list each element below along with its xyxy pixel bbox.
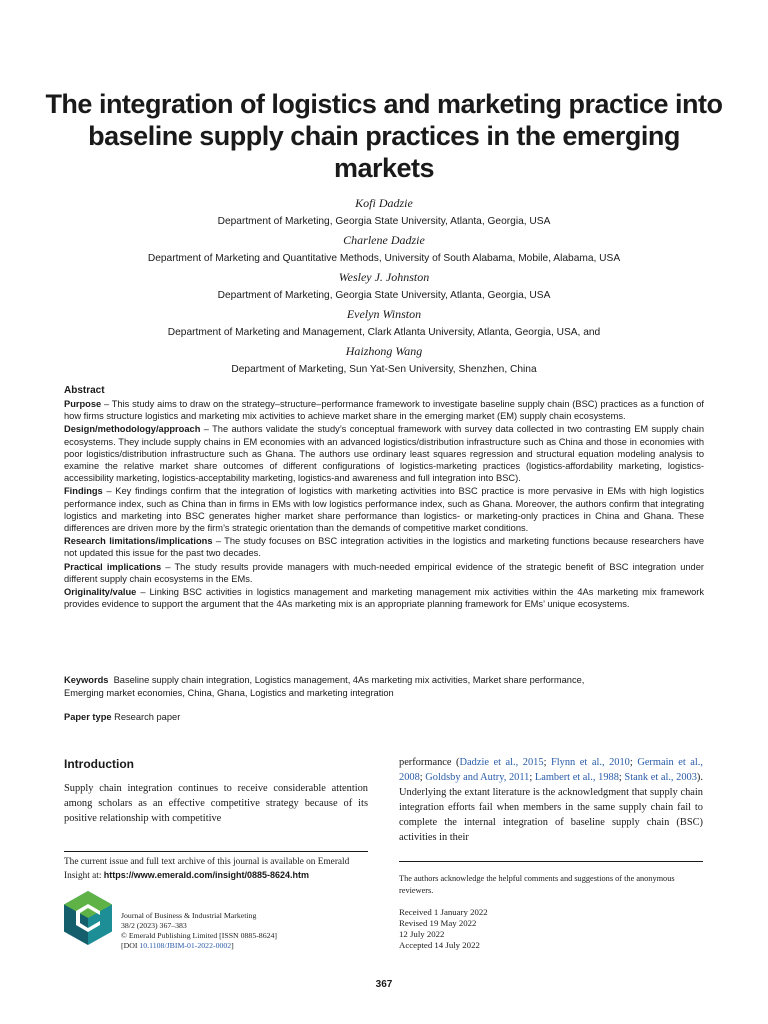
doi-link[interactable]: 10.1108/JBIM-01-2022-0002 xyxy=(139,941,232,950)
section-text: – This study aims to draw on the strategy–structure–performance framework to investigate baseline supply chain (BSC) practices as a function of how firms structure logistics and marketing mix activities to achieve market share in the emerging market (EM) supply chain ecosystems. xyxy=(64,399,704,422)
section-text: – The authors validate the study’s conceptual framework with survey data collected in two contrasting EM supply chain ecosystems. They include supply chains in EM economies with an advanced logistics/distribution infrastructure such as China and those in economies with poor logistics/distribution infrastructure such as Ghana. The authors use ordinary least squares regression and structural equation modeling analysis to examine the relative market share outcomes of different configurations of logistics-marketing practices (logistics-affordability marketing, logistics-accessibility marketing, logistics-acceptability marketing, logistics-and awareness and full integration into BSC). xyxy=(64,424,704,484)
publication-dates xyxy=(399,907,703,951)
section-label: Purpose xyxy=(64,399,102,409)
section-label: Findings xyxy=(64,486,103,497)
section-label: Design/methodology/approach xyxy=(64,424,201,435)
abstract-findings xyxy=(64,485,704,534)
section-text: – Linking BSC activities in logistics management and marketing management mix activities within the 4As marketing mix framework provides evidence to support the argument that the 4As marketing mix is an appropriate planning framework for EMs’ unique ecosystems. xyxy=(64,587,704,610)
abstract-purpose xyxy=(64,398,704,422)
section-label: Originality/value xyxy=(64,587,137,598)
author-name: Charlene Dadzie xyxy=(343,233,425,247)
acknowledgment: The authors acknowledge the helpful comments and suggestions of the anonymous reviewers. xyxy=(399,874,675,895)
abstract-design xyxy=(64,423,704,484)
citation-link[interactable]: Lambert et al., 1988 xyxy=(534,772,619,783)
date-revised-2: 12 July 2022 xyxy=(399,929,445,939)
author-affiliation: Department of Marketing, Sun Yat-Sen University, Shenzhen, China xyxy=(231,364,537,375)
section-text: – The study results provide managers with much-needed empirical evidence of the strategic benefit of BSC integration under different supply chain ecosystems in the EMs. xyxy=(64,561,704,584)
introduction-left-column: Supply chain integration continues to receive considerable attention among scholars as an effective competitive strategy because of its positive relationship with competitive xyxy=(64,783,368,824)
abstract xyxy=(64,384,704,611)
keywords-line-1: Baseline supply chain integration, Logistics management, 4As marketing mix activities, Market share performance, xyxy=(113,675,585,685)
archive-notice xyxy=(64,856,374,883)
author-affiliation: Department of Marketing, Georgia State University, Atlanta, Georgia, USA xyxy=(217,216,551,227)
citation-link[interactable]: Germain et al., 2008 xyxy=(399,757,703,783)
abstract-heading: Abstract xyxy=(64,385,105,396)
paper-title: The integration of logistics and marketing practice into baseline supply chain practices in the emerging markets xyxy=(45,89,723,183)
archive-link[interactable]: https://www.emerald.com/insight/0885-8624.htm xyxy=(103,870,310,880)
introduction-right-column: performance (Dadzie et al., 2015; Flynn et al., 2010; Germain et al., 2008; Goldsby and Autry, 2011; Lambert et al., 1988; Stank et al., 2003). Underlying the extant literature is the acknowledgment that supply chain integration efforts fail when members in the same supply chain fail to complete the internal integration of baseline supply chain (BSC) activities in their xyxy=(399,757,703,843)
author-name: Evelyn Winston xyxy=(346,307,422,321)
keywords-label: Keywords xyxy=(64,675,109,685)
doi-suffix: ] xyxy=(231,941,234,950)
journal-name: Journal of Business & Industrial Marketing xyxy=(121,911,257,920)
intro-text: performance ( xyxy=(399,757,460,768)
author-name: Kofi Dadzie xyxy=(355,196,413,210)
introduction-heading: Introduction xyxy=(64,757,134,771)
section-text: – Key findings confirm that the integration of logistics with marketing activities into BSC practice is more pervasive in EMs with high logistics performance index, such as China than in firms in EMs with low logistics performance index, such as Ghana. Moreover, the authors confirm that integrating logistics and marketing into BSC generates higher market share performance than logistics- or marketing-only practices in China and Ghana. These differences are driven more by the firm’s strategic orientation than the demands of competitive market conditions. xyxy=(64,486,704,534)
footnote-divider xyxy=(399,861,703,862)
section-label: Research limitations/implications xyxy=(64,536,213,547)
archive-text: The current issue and full text archive of this journal is available on Emerald Insight at: xyxy=(64,857,350,881)
intro-text: ). Underlying the extant literature is the acknowledgment that supply chain integration efforts fail when members in the same supply chain fail to complete the internal integration of baseline supply chain (BSC) activities in their xyxy=(399,772,703,843)
journal-publisher: © Emerald Publishing Limited [ISSN 0885-8624] xyxy=(121,931,278,940)
journal-info xyxy=(121,911,371,951)
section-label: Practical implications xyxy=(64,561,162,572)
citation-link[interactable]: Goldsby and Autry, 2011 xyxy=(425,772,530,783)
abstract-limitations xyxy=(64,535,704,559)
journal-doi xyxy=(121,941,371,951)
citation-link[interactable]: Dadzie et al., 2015 xyxy=(459,757,544,768)
paper-type-label: Paper type xyxy=(64,712,112,722)
section-text: – The study focuses on BSC integration activities in the logistics and marketing functions because researchers have not updated this issue for the past two decades. xyxy=(64,536,704,559)
emerald-logo-icon xyxy=(64,891,112,945)
author-affiliation: Department of Marketing and Quantitative Methods, University of South Alabama, Mobile, Alabama, USA xyxy=(147,253,621,264)
footnote-divider xyxy=(64,851,368,852)
page-number: 367 xyxy=(375,979,393,990)
date-received: Received 1 January 2022 xyxy=(399,907,488,917)
author-list xyxy=(40,194,728,379)
date-revised: Revised 19 May 2022 xyxy=(399,918,477,928)
citation-link[interactable]: Flynn et al., 2010 xyxy=(551,757,630,768)
journal-volume: 38/2 (2023) 367–383 xyxy=(121,921,187,930)
keywords xyxy=(64,674,704,699)
abstract-originality xyxy=(64,586,704,610)
abstract-practical xyxy=(64,561,704,585)
date-accepted: Accepted 14 July 2022 xyxy=(399,940,480,950)
author-name: Wesley J. Johnston xyxy=(338,270,430,284)
paper-type-value: Research paper xyxy=(114,712,181,722)
author-name: Haizhong Wang xyxy=(345,344,423,358)
author-affiliation: Department of Marketing, Georgia State University, Atlanta, Georgia, USA xyxy=(217,290,551,301)
author-affiliation: Department of Marketing and Management, Clark Atlanta University, Atlanta, Georgia, USA, and xyxy=(167,327,601,338)
doi-prefix: [DOI xyxy=(121,941,140,950)
paper-type xyxy=(64,711,704,724)
citation-link[interactable]: Stank et al., 2003 xyxy=(624,772,697,783)
keywords-line-2: Emerging market economies, China, Ghana, Logistics and marketing integration xyxy=(64,687,394,698)
